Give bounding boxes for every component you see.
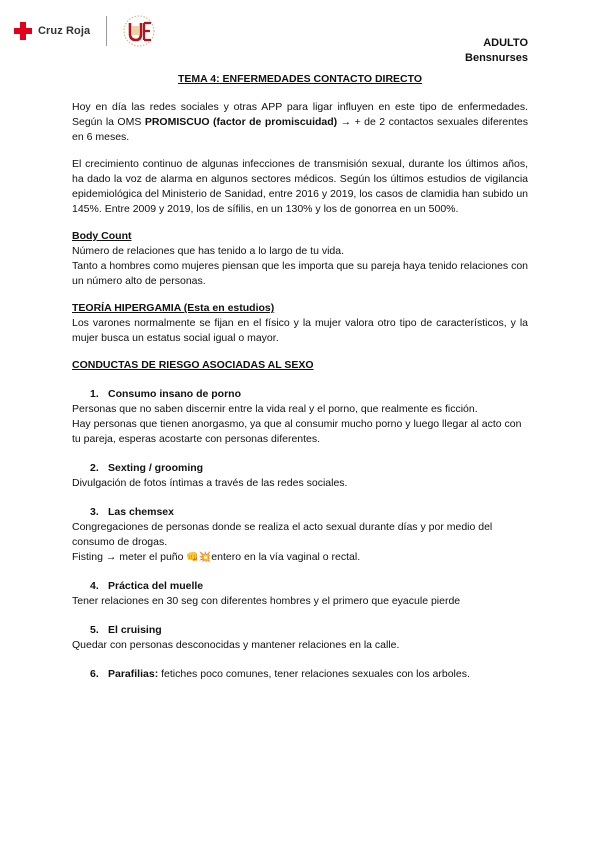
document-header-right <box>465 36 528 66</box>
item-number: 3. <box>90 506 99 518</box>
author-label: Bensnurses <box>465 52 528 64</box>
hipergamia-heading: TEORÍA HIPERGAMIA (Esta en estudios) <box>72 302 275 314</box>
item-title: Parafilias: <box>108 668 159 680</box>
page-title: TEMA 4: ENFERMEDADES CONTACTO DIRECTO <box>177 73 423 85</box>
item-heading-6 <box>72 667 528 682</box>
intro-paragraph <box>72 100 528 145</box>
intro-line1: Hoy en día las redes sociales y otras APP para ligar influyen en este tipo de enfermedades. <box>72 101 528 113</box>
item-heading-1 <box>72 387 528 402</box>
item-title: Sexting / grooming <box>108 462 204 474</box>
level-label: ADULTO <box>483 37 528 49</box>
logo-row <box>14 14 157 48</box>
cruz-roja-logo-text: Cruz Roja <box>38 25 91 37</box>
item-heading-4 <box>72 579 528 594</box>
item-title: Las chemsex <box>108 506 174 518</box>
item-number: 1. <box>90 388 99 400</box>
item-3-line1: Congregaciones de personas donde se realiza el acto sexual durante días y por medio del consumo de drogas. <box>72 521 493 548</box>
item-1-line1: Personas que no saben discernir entre la vida real y el porno, que realmente es ficción. <box>72 403 478 415</box>
item-2-line1: Divulgación de fotos íntimas a través de las redes sociales. <box>72 477 348 489</box>
intro-line2-post: → + de 2 contactos sexuales diferentes en 6 meses. <box>72 116 528 143</box>
item-number: 2. <box>90 462 99 474</box>
growth-paragraph: El crecimiento continuo de algunas infecciones de transmisión sexual, durante los últimos años, ha dado la voz de alarma en algunos sectores médicos. Según los últimos estudios de vigilancia epidemiológica del Ministerio de Sanidad, entre 2016 y 2019, los casos de clamidia han subido un 145%. Entre 2009 y 2019, los de sífilis, en un 130% y los de gonorrea en un 500%. <box>72 158 528 215</box>
item-heading-3 <box>72 505 528 520</box>
fisting-pre: Fisting → meter el puño <box>72 551 187 563</box>
fisting-post: entero en la vía vaginal o rectal. <box>211 551 361 563</box>
item-number: 6. <box>90 668 99 680</box>
item-heading-5 <box>72 623 528 638</box>
item-number: 5. <box>90 624 99 636</box>
document-body <box>72 72 528 682</box>
item-title: Práctica del muelle <box>108 580 204 592</box>
fisting-line <box>72 550 528 565</box>
hipergamia-text: Los varones normalmente se fijan en el físico y la mujer valora otro tipo de característicos, y la mujer busca un estatus social igual o mayor. <box>72 317 528 344</box>
body-count-line2: Tanto a hombres como mujeres piensan que les importa que su pareja haya tenido relaciones con un número alto de personas. <box>72 260 528 287</box>
intro-line2-pre: Según la OMS <box>72 116 145 128</box>
logo-divider <box>106 16 107 46</box>
red-cross-icon <box>14 22 32 40</box>
item-5-line1: Quedar con personas desconocidas y mantener relaciones en la calle. <box>72 639 400 651</box>
fist-boom-icon: 👊💥 <box>186 552 212 563</box>
university-seal-icon <box>121 14 157 48</box>
body-count-heading: Body Count <box>72 230 132 242</box>
item-title: El cruising <box>108 624 162 636</box>
item-number: 4. <box>90 580 99 592</box>
item-6-inline-text: fetiches poco comunes, tener relaciones sexuales con los arboles. <box>158 668 470 680</box>
item-4-line1: Tener relaciones en 30 seg con diferentes hombres y el primero que eyacule pierde <box>72 595 461 607</box>
promiscuo-term: PROMISCUO (factor de promiscuidad) <box>144 116 338 128</box>
item-title: Consumo insano de porno <box>108 388 241 400</box>
item-heading-2 <box>72 461 528 476</box>
item-1-line2: Hay personas que tienen anorgasmo, ya que al consumir mucho porno y luego llegar al acto con tu pareja, esperas acostarte con personas diferentes. <box>72 418 522 445</box>
conductas-heading: CONDUCTAS DE RIESGO ASOCIADAS AL SEXO <box>72 359 314 371</box>
body-count-line1: Número de relaciones que has tenido a lo largo de tu vida. <box>72 245 345 257</box>
